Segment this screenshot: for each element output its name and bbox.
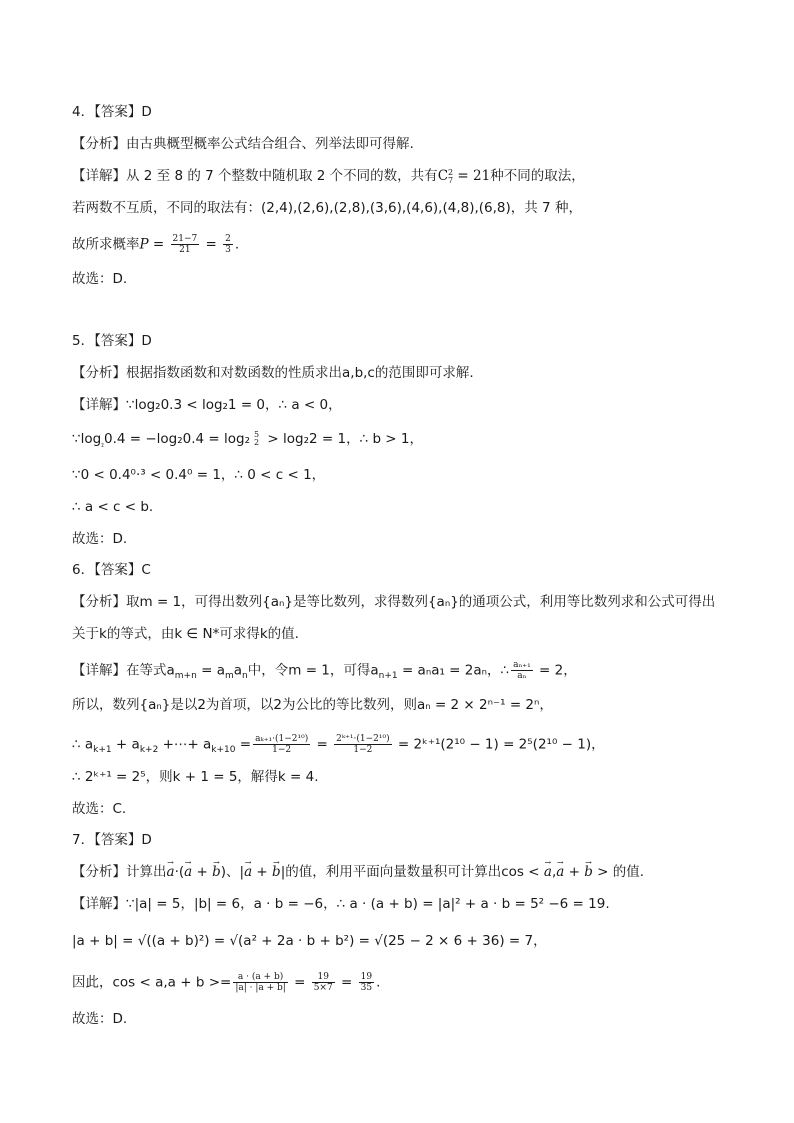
- q6-line3-c: +⋯+ a: [158, 736, 212, 753]
- q4-frac-2-num: 2: [225, 234, 231, 244]
- q7-analysis-f: |的值，利用平面向量数量积可计算出cos <: [280, 864, 544, 880]
- q4-c-base: C: [437, 168, 449, 184]
- q6-line3-a: ∴ a: [72, 736, 94, 753]
- q7-analysis-a: 【分析】计算出: [72, 864, 167, 880]
- q6-sum-frac-1: [253, 734, 310, 755]
- q5-analysis: 【分析】根据指数函数和对数函数的性质求出a,b,c的范围即可求解.: [72, 365, 474, 381]
- q5-frac-den: 2: [254, 438, 260, 447]
- q6-detail: 【详解】在等式$a_{m+n} = a_ma_n$中，令m = 1，可得$a_{n+1} = a_na_1 = 2a_n$，∴ $\frac{\text{aₙ₊₁}}{\text{aₙ}}$ = 2，: [72, 660, 577, 682]
- q7-cos-frac-3-num: 19: [360, 972, 373, 982]
- q6-answer: 6．【答案】C: [72, 562, 151, 578]
- q6-line3-b: + a: [111, 736, 140, 753]
- q4-analysis: 【分析】由古典概型概率公式结合组合、列举法即可得解.: [72, 136, 414, 152]
- q7-cos-frac-2: [312, 972, 335, 993]
- q6-detail-f: = 2，: [534, 662, 577, 679]
- q6-line2: 所以，数列{aₙ}是以2为首项，以2为公比的等比数列，则aₙ = 2 × 2ⁿ⁻¹ = 2ⁿ，: [72, 697, 553, 713]
- q5-line2-a: ∵log: [72, 431, 102, 447]
- q6-line4: ∴ 2ᵏ⁺¹ = 2⁵，则k + 1 = 5，解得k = 4.: [72, 769, 319, 785]
- q5-line3: ∵0 < 0.4⁰·³ < 0.4⁰ = 1，∴ 0 < c < 1，: [72, 467, 326, 483]
- q5-frac-num: 5: [254, 430, 260, 439]
- q7-line3-d: .: [376, 974, 381, 991]
- q6-line3-d: =: [235, 736, 252, 753]
- q7-cos-frac-2-num: 19: [312, 972, 335, 983]
- q4-line3: [72, 234, 239, 255]
- q6-sum-frac-2: [334, 734, 391, 755]
- q6-detail-e: = aₙa₁ = 2aₙ，∴: [397, 662, 510, 679]
- q4-detail-prefix: 【详解】从 2 至 8 的 7 个整数中随机取 2 个不同的数，共有: [72, 168, 438, 184]
- q5-frac: [252, 431, 261, 447]
- q5-answer: 5．【答案】D: [72, 333, 152, 349]
- q7-cos-frac-3-den: 35: [360, 983, 373, 993]
- q7-cos-frac-1: [233, 972, 287, 993]
- q7-analysis-h: +: [564, 864, 585, 880]
- q4-c-sup: 2: [448, 167, 454, 177]
- q7-line3-a: 因此，cos < a,a + b >=: [72, 974, 232, 991]
- q6-sum-frac-1-num: aₖ₊₁·(1−2¹⁰): [255, 734, 309, 744]
- q4-c-sub: 7: [448, 175, 454, 185]
- q7-detail: 【详解】∵|a| = 5，|b| = 6，a · b = −6，∴ a · (a + b) = |a|² + a · b = 5² −6 = 19.: [72, 896, 610, 912]
- q7-analysis-c: +: [192, 864, 213, 880]
- q5-choose: 故选：D.: [72, 531, 128, 547]
- q4-frac-1-den: 21: [179, 245, 191, 255]
- q7-line2: |a + b| = √((a + b)²) = √(a² + 2a · b + b²) = √(25 − 2 × 6 + 36) = 7，: [72, 933, 547, 949]
- q4-choose: 故选：D.: [72, 271, 128, 287]
- q4-p-symbol: P: [139, 236, 149, 253]
- q7-line3-c: =: [336, 974, 357, 991]
- q6-sum-frac-2-den: 1−2: [353, 745, 373, 755]
- q6-detail-d: 中，令m = 1，可得a: [247, 662, 379, 679]
- q6-line3-e: =: [312, 736, 333, 753]
- q4-combination: [438, 168, 491, 184]
- q7-cos-frac-1-den: |a| · |a + b|: [235, 983, 286, 993]
- q6-detail-c: a: [233, 662, 243, 679]
- q6-sum-frac-1-den: 1−2: [272, 745, 292, 755]
- q5-line2-b: 0.4 = −log₂0.4 = log₂: [103, 431, 251, 447]
- q4-frac-1-num: 21−7: [172, 234, 198, 244]
- q4-line3-end: .: [234, 236, 240, 253]
- q4-detail: [72, 167, 585, 185]
- q7-analysis-e: +: [252, 864, 273, 880]
- q7-line3-b: =: [289, 974, 310, 991]
- q7-cos-frac-1-num: a · (a + b): [233, 972, 287, 983]
- q5-line2-c: > log₂2 = 1，∴ b > 1，: [263, 431, 423, 447]
- q6-line3: ∴ $a_{k+1} + a_{k+2}$ +⋯+ $a_{k+10}$ = $\frac{\text{aₖ₊₁·(1−2¹⁰)}}{1-2}$ = $\frac{\text{2ᵏ⁺¹·(1−2¹⁰)}}{1-2}$ = 2ᵏ⁺¹(2¹⁰ − 1) = 2⁵(2¹⁰ − 1)，: [72, 734, 605, 756]
- q7-answer: 7．【答案】D: [72, 832, 152, 848]
- q6-ratio-frac: $\frac{\text{aₙ₊₁}}{\text{aₙ}}$: [513, 660, 531, 681]
- q6-detail-a: 【详解】在等式a: [72, 662, 175, 679]
- q5-line4: ∴ a < c < b.: [72, 499, 154, 515]
- q4-frac-1: [171, 234, 200, 255]
- q6-analysis-2: 关于k的等式，由k ∈ N*可求得k的值.: [72, 626, 299, 642]
- q6-detail-b: = a: [196, 662, 225, 679]
- q6-choose: 故选：C.: [72, 801, 127, 817]
- q4-answer: 4．【答案】D: [72, 104, 152, 120]
- q6-analysis-1: 【分析】取m = 1，可得出数列{aₙ}是等比数列，求得数列{aₙ}的通项公式，利用等比数列求和公式可得出: [72, 594, 716, 610]
- q7-analysis-b: ·(: [174, 864, 185, 880]
- q4-frac-2: [223, 234, 233, 255]
- q4-c-rest: = 21: [453, 168, 491, 184]
- q4-eq: =: [148, 236, 169, 253]
- q4-line2: 若两数不互质，不同的取法有：(2,4),(2,6),(2,8),(3,6),(4,6),(4,8),(6,8)，共 7 种，: [72, 200, 582, 216]
- q4-frac-2-den: 3: [225, 245, 231, 255]
- q7-line3: [72, 972, 380, 993]
- q7-analysis-d: )、|: [220, 864, 245, 880]
- q7-analysis: 【分析】计算出→ a·(→ a + → b)、|→ a + → b|的值，利用平面向量数量积可计算出cos < → a,→ a + → b > 的值.: [72, 863, 644, 881]
- q4-detail-suffix: 种不同的取法，: [490, 168, 585, 184]
- q7-cos-frac-2-den: 5×7: [313, 983, 333, 993]
- q4-line3-prefix: 故所求概率: [72, 236, 140, 253]
- q7-analysis-i: > 的值.: [592, 864, 645, 880]
- q6-line3-f: = 2ᵏ⁺¹(2¹⁰ − 1) = 2⁵(2¹⁰ − 1)，: [393, 736, 605, 753]
- q7-cos-frac-3: [359, 972, 374, 993]
- q6-sum-frac-2-num: 2ᵏ⁺¹·(1−2¹⁰): [336, 734, 390, 744]
- q7-analysis-g: ,: [551, 864, 557, 880]
- q5-line2: $\because\log_{_2}0.4 = -\log_20.4 = \log_2$ 5 2 > log₂2 = 1，∴ b > 1，: [72, 430, 423, 449]
- q4-eq2: =: [201, 236, 222, 253]
- q5-detail: 【详解】∵log₂0.3 < log₂1 = 0，∴ a < 0，: [72, 397, 342, 413]
- q7-choose: 故选：D.: [72, 1011, 128, 1027]
